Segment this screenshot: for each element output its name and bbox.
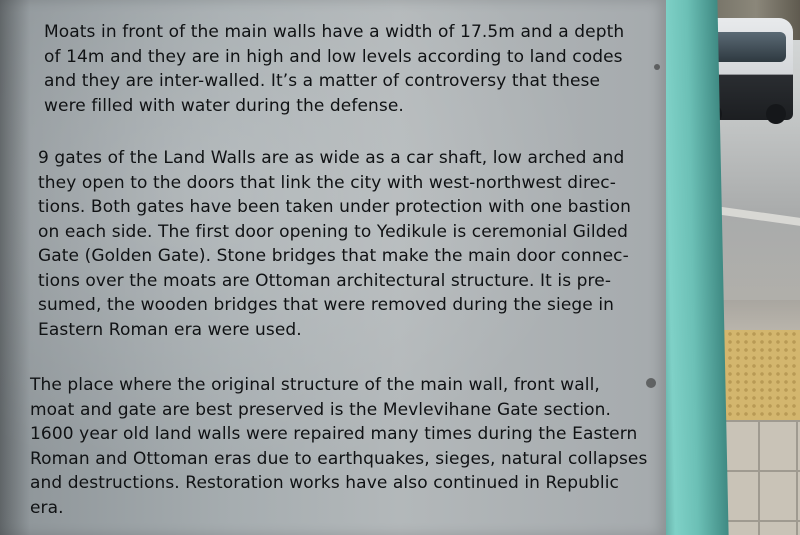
text-line: and destructions. Restoration works have also continued in Republic [30, 473, 619, 493]
dirt-smudge [646, 378, 656, 388]
text-line: era. [30, 497, 64, 518]
text-line: tions over the moats are Ottoman architectural structure. It is pre- [38, 270, 612, 291]
text-line: 9 gates of the Land Walls are as wide as a car shaft, low arched and [38, 148, 625, 168]
text-line: and they are inter-walled. It’s a matter of controversy that these [44, 71, 601, 91]
text-line: Moats in front of the main walls have a width of 17.5m and a depth [44, 22, 625, 42]
dirt-smudge [654, 64, 660, 70]
text-line: Eastern Roman era were used. [38, 319, 302, 340]
text-line: Roman and Ottoman eras due to earthquakes, sieges, natural collapses [30, 448, 648, 469]
text-line: The place where the original structure of the main wall, front wall, [30, 375, 600, 395]
plaque-shadow [0, 0, 30, 535]
van-wheel [766, 104, 786, 124]
text-line: they open to the doors that link the city with west-northwest direc- [38, 172, 616, 193]
text-line: moat and gate are best preserved is the Mevlevihane Gate section. [30, 399, 612, 420]
text-line: on each side. The first door opening to Yedikule is ceremonial Gilded [38, 221, 629, 242]
text-line: were filled with water during the defense. [44, 95, 404, 116]
paragraph-mevlevihane [30, 373, 647, 520]
text-line: tions. Both gates have been taken under protection with one bastion [38, 197, 631, 217]
text-line: Gate (Golden Gate). Stone bridges that make the main door connec- [38, 246, 629, 266]
text-line: 1600 year old land walls were repaired many times during the Eastern [30, 424, 638, 444]
tactile-paving [718, 330, 800, 420]
paragraph-moats [44, 20, 624, 118]
sidewalk-paving [722, 420, 800, 535]
text-line: sumed, the wooden bridges that were removed during the siege in [38, 295, 615, 315]
paragraph-gates [38, 146, 631, 342]
text-line: of 14m and they are in high and low levels according to land codes [44, 46, 623, 67]
